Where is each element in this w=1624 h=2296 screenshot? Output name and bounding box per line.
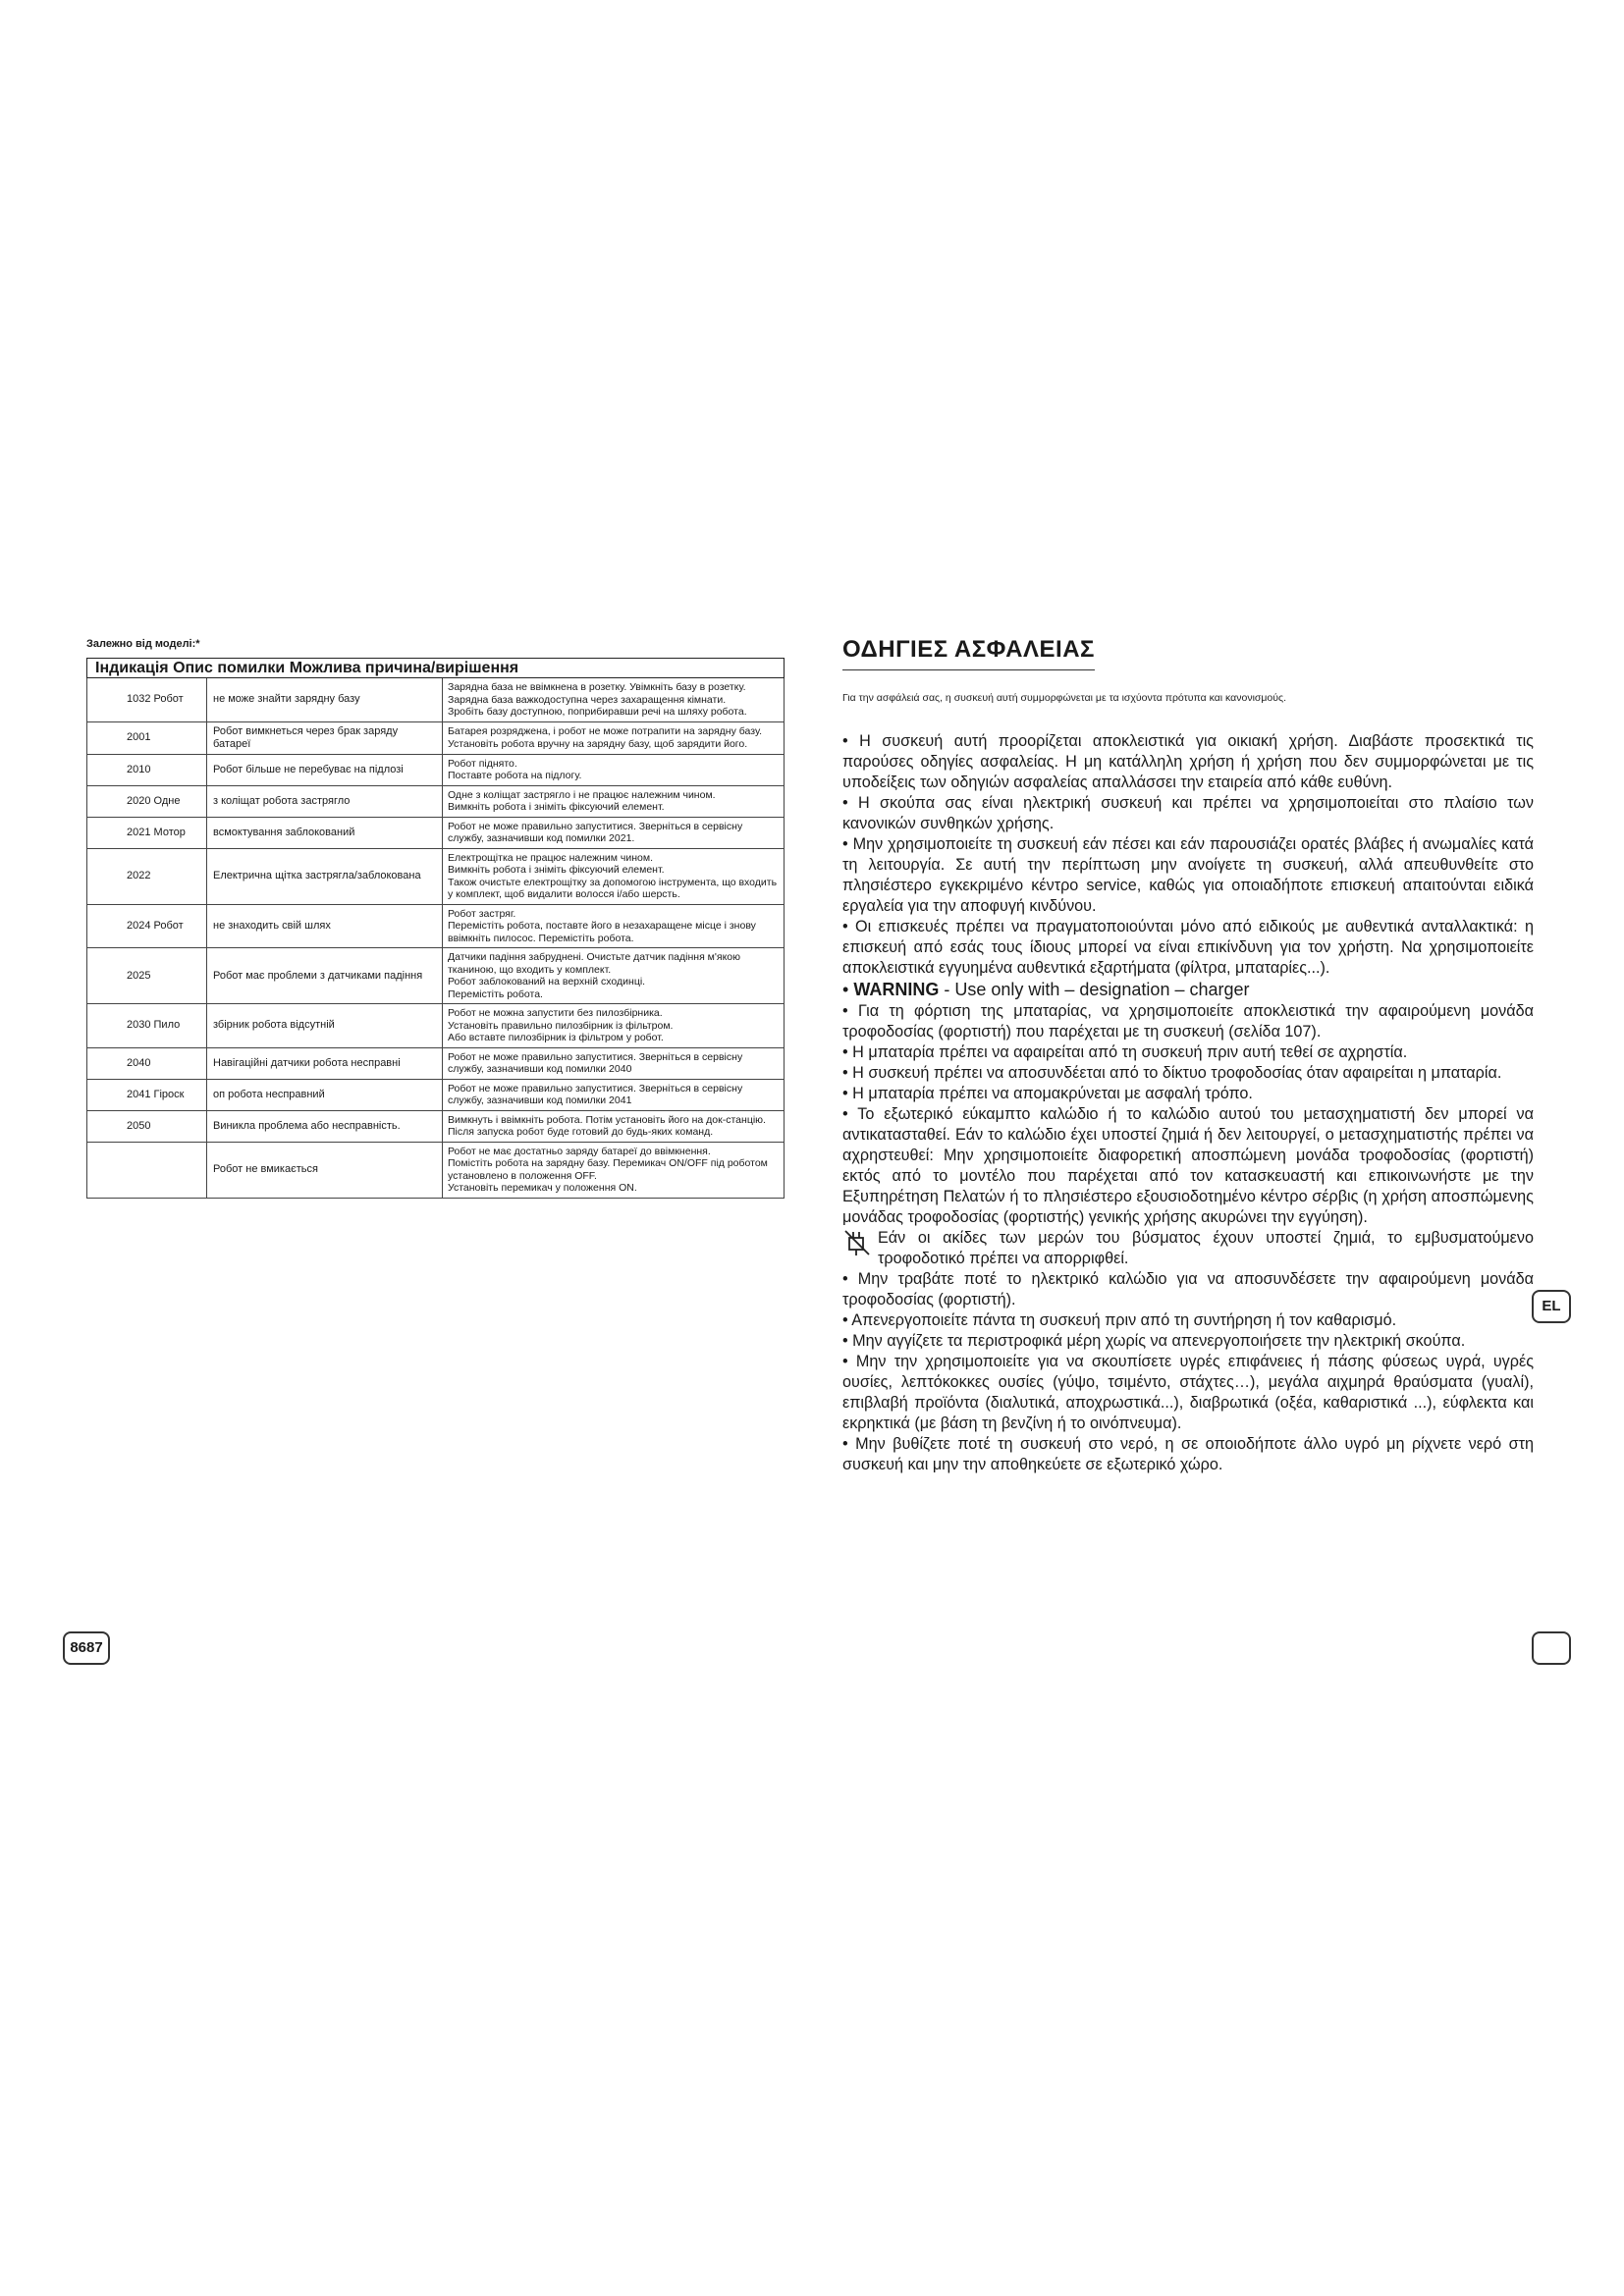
warning-label: WARNING xyxy=(853,980,940,999)
error-code: 2021 Мотор xyxy=(87,817,207,848)
solution-line: Перемістіть робота. xyxy=(448,988,543,1000)
solution-line: Робот піднято. xyxy=(448,757,517,770)
solution-line: Зарядна база важкодоступна через захаращення кімнати. xyxy=(448,693,727,706)
paragraph-10: Εάν οι ακίδες των μερών του βύσματος έχουν υποστεί ζημιά, το εμβυσματούμενο τροφοδοτικό πρέπει να απορριφθεί. xyxy=(878,1229,1534,1267)
solution-line: Робот не має достатньо заряду батареї до ввімкнення. xyxy=(448,1145,711,1157)
table-row xyxy=(87,754,785,785)
error-description: Електрична щітка застрягла/заблокована xyxy=(207,848,443,904)
table-row xyxy=(87,817,785,848)
table-row xyxy=(87,721,785,754)
error-table-header xyxy=(87,659,785,678)
paragraph-1: • Η συσκευή αυτή προορίζεται αποκλειστικά για οικιακή χρήση. Διαβάστε προσεκτικά τις παρούσες οδηγίες ασφαλείας. Η μη κατάλληλη χρήση ή χρήση που δεν συμμορφώνεται με τις υποδείξεις των οδηγιών ασφαλείας απαλλάσσει την εταιρεία από κάθε ευθύνη. xyxy=(842,732,1534,791)
solution-line: Електрощітка не працює належним чином. xyxy=(448,851,654,864)
paragraph-6: • Η μπαταρία πρέπει να αφαιρείται από τη συσκευή πριν αυτή τεθεί σε αχρηστία. xyxy=(842,1043,1408,1061)
table-row xyxy=(87,1079,785,1110)
table-row xyxy=(87,1110,785,1142)
table-row xyxy=(87,1047,785,1079)
plug-damage-icon xyxy=(842,1228,872,1257)
error-description: оп робота несправний xyxy=(207,1079,443,1110)
error-solution xyxy=(443,721,785,754)
paragraph-13: • Μην αγγίζετε τα περιστροφικά μέρη χωρίς να απενεργοποιήσετε την ηλεκτρική σκούπα. xyxy=(842,1332,1466,1350)
solution-line: Вимкніть робота і зніміть фіксуючий елемент. xyxy=(448,864,665,876)
left-page xyxy=(86,638,784,1199)
error-code: 1032 Робот xyxy=(87,678,207,722)
solution-line: Робот не може правильно запуститися. Зверніться в сервісну службу, зазначивши код помилки 2041 xyxy=(448,1082,743,1106)
paragraph-7: • Η συσκευή πρέπει να αποσυνδέεται από το δίκτυο τροφοδοσίας όταν αφαιρείται η μπαταρία. xyxy=(842,1064,1502,1082)
error-description: Виникла проблема або несправність. xyxy=(207,1110,443,1142)
intro-text: Για την ασφάλειά σας, η συσκευή αυτή συμμορφώνεται με τα ισχύοντα πρότυπα και κανονισμούς. xyxy=(842,692,1286,704)
solution-line: Робот заблокований на верхній сходинці. xyxy=(448,976,646,988)
error-solution xyxy=(443,754,785,785)
solution-line: Або вставте пилозбірник із фільтром у робот. xyxy=(448,1032,664,1043)
solution-line: Робот не можна запустити без пилозбірника. xyxy=(448,1007,663,1019)
error-solution xyxy=(443,1110,785,1142)
error-solution xyxy=(443,785,785,817)
solution-line: Робот не може правильно запуститися. Зверніться в сервісну службу, зазначивши код помилки 2021. xyxy=(448,820,743,844)
plug-warning-row xyxy=(842,1228,1534,1269)
error-table xyxy=(86,658,785,1199)
error-description: не може знайти зарядну базу xyxy=(207,678,443,722)
error-description: всмоктування заблокований xyxy=(207,817,443,848)
error-description: Навігаційні датчики робота несправні xyxy=(207,1047,443,1079)
solution-line: Перемістіть робота, поставте його в незахаращене місце і знову ввімкніть пилосос. Перемістіть робота. xyxy=(448,920,756,944)
table-row xyxy=(87,1142,785,1198)
error-solution xyxy=(443,817,785,848)
error-solution xyxy=(443,678,785,722)
error-code: 2040 xyxy=(87,1047,207,1079)
table-row xyxy=(87,848,785,904)
error-description: Робот має проблеми з датчиками падіння xyxy=(207,948,443,1004)
paragraph-5: • Για τη φόρτιση της μπαταρίας, να χρησιμοποιείτε αποκλειστικά την αφαιρούμενη μονάδα τροφοδοσίας (φορτιστή) που παρέχεται με τη συσκευή (σελίδα 107). xyxy=(842,1002,1534,1041)
error-description: Робот більше не перебуває на підлозі xyxy=(207,754,443,785)
page-number-right xyxy=(1532,1631,1571,1665)
table-row xyxy=(87,948,785,1004)
paragraph-14: • Μην την χρησιμοποιείτε για να σκουπίσετε υγρές επιφάνειες ή πάσης φύσεως υγρά, υγρές ουσίες, λεπτόκοκκες ουσίες (γύψο, τσιμέντο, στάχτες…), μεγάλα αιχμηρά θραύσματα (γυαλί), επιβλαβή προϊόντα (διαλυτικά, αποχρωστικά...), διαβρωτικά (οξέα, καθαριστικά ...), εύφλεκτα και εκρηκτικά (με βάση τη βενζίνη ή το οινόπνευμα). xyxy=(842,1353,1534,1432)
error-code: 2020 Одне xyxy=(87,785,207,817)
warning-text: - Use only with – designation – charger xyxy=(939,980,1250,999)
warning-bullet: • xyxy=(842,980,849,999)
error-description: з коліщат робота застрягло xyxy=(207,785,443,817)
error-solution xyxy=(443,1004,785,1048)
error-code: 2041 Гіроск xyxy=(87,1079,207,1110)
section-title: ΟΔΗΓΙΕΣ ΑΣΦΑΛΕΙΑΣ xyxy=(842,636,1095,670)
error-code: 2022 xyxy=(87,848,207,904)
error-description: не знаходить свій шлях xyxy=(207,904,443,948)
error-code: 2050 xyxy=(87,1110,207,1142)
paragraph-15: • Μην βυθίζετε ποτέ τη συσκευή στο νερό, η σε οποιοδήποτε άλλο υγρό μη ρίχνετε νερό στη συσκευή και μην την αποθηκεύετε σε εξωτερικό χώρο. xyxy=(842,1435,1534,1473)
paragraph-4: • Οι επισκευές πρέπει να πραγματοποιούνται μόνο από ειδικούς με αυθεντικά ανταλλακτικά: η επισκευή από εσάς τους ίδιους μπορεί να είναι επικίνδυνη για τον χρήστη. Να χρησιμοποιείτε αποκλειστικά εγγυημένα αυθεντικά εξαρτήματα (φίλτρα, μπαταρίες...). xyxy=(842,918,1534,977)
error-solution xyxy=(443,948,785,1004)
table-row xyxy=(87,904,785,948)
table-row xyxy=(87,678,785,722)
error-code: 2024 Робот xyxy=(87,904,207,948)
error-solution xyxy=(443,848,785,904)
error-solution xyxy=(443,1047,785,1079)
solution-line: Установіть правильно пилозбірник із фільтром. xyxy=(448,1019,674,1032)
table-row xyxy=(87,785,785,817)
paragraph-11: • Μην τραβάτε ποτέ το ηλεκτρικό καλώδιο για να αποσυνδέσετε την αφαιρούμενη μονάδα τροφοδοσίας (φορτιστή). xyxy=(842,1270,1534,1308)
paragraph-8: • Η μπαταρία πρέπει να απομακρύνεται με ασφαλή τρόπο. xyxy=(842,1085,1253,1102)
solution-line: Робот не може правильно запуститися. Зверніться в сервісну службу, зазначивши код помилки 2040 xyxy=(448,1050,743,1075)
error-rows xyxy=(87,678,785,1199)
error-code xyxy=(87,1142,207,1198)
error-code: 2025 xyxy=(87,948,207,1004)
solution-line: Поставте робота на підлогу. xyxy=(448,770,582,781)
error-code: 2010 xyxy=(87,754,207,785)
solution-line: Помістіть робота на зарядну базу. Перемикач ON/OFF під роботом установлено в положення OFF. xyxy=(448,1157,768,1182)
error-description: Робот не вмикається xyxy=(207,1142,443,1198)
solution-line: Одне з коліщат застрягло і не працює належним чином. xyxy=(448,788,716,801)
error-solution xyxy=(443,904,785,948)
error-code: 2030 Пило xyxy=(87,1004,207,1048)
solution-line: Датчики падіння забруднені. Очистьте датчик падіння м'якою тканиною, що входить у комплект. xyxy=(448,951,741,976)
paragraph-3: • Μην χρησιμοποιείτε τη συσκευή εάν πέσει και εάν παρουσιάζει ορατές βλάβες ή ανωμαλίες κατά τη λειτουργία. Σε αυτή την περίπτωση μην ανοίγετε τη συσκευή, αλλά απευθυνθείτε στο πλησιέστερο εγκεκριμένο κέντρο service, καθώς για οποιαδήποτε επισκευή απαιτούνται ειδικά εργαλεία για την αποφυγή κινδύνου. xyxy=(842,835,1534,915)
error-description: Робот вимкнеться через брак заряду батареї xyxy=(207,721,443,754)
warning-line xyxy=(842,979,1534,1001)
solution-line: Батарея розряджена, і робот не може потрапити на зарядну базу. Установіть робота вручну на зарядну базу, щоб зарядити його. xyxy=(448,725,763,750)
paragraph-9: • Το εξωτερικό εύκαμπτο καλώδιο ή το καλώδιο αυτού του μετασχηματιστή δεν μπορεί να αντικατασταθεί. Εάν το καλώδιο έχει υποστεί ζημιά ή δεν λειτουργεί, ο μετασχηματιστής πρέπει να αχρηστευθεί: Μην χρησιμοποιείτε διαφορετική αποσπώμενη μονάδα τροφοδοσίας (φορτιστή) εκτός από το μοντέλο που παρέχεται από τον κατασκευαστή και επικοινωνήστε με την Εξυπηρέτηση Πελατών ή το πλησιέστερο εξουσιοδοτημένο κέντρο σέρβις (η χρήση αποσπώμενης μονάδας τροφοδοσίας (φορτιστής) γενικής χρήσης ακυρώνει την εγγύηση). xyxy=(842,1105,1534,1226)
solution-line: Також очистьте електрощітку за допомогою інструмента, що входить у комплект, щоб видалити волосся і/або шерсть. xyxy=(448,876,778,900)
right-page xyxy=(842,636,1534,1475)
table-row xyxy=(87,1004,785,1048)
solution-line: Вимкніть робота і зніміть фіксуючий елемент. xyxy=(448,801,665,813)
model-note: Залежно від моделі:* xyxy=(86,638,200,650)
paragraph-12: • Απενεργοποιείτε πάντα τη συσκευή πριν από τη συντήρηση ή τον καθαρισμό. xyxy=(842,1311,1397,1329)
error-solution xyxy=(443,1079,785,1110)
page-number-left: 8687 xyxy=(63,1631,110,1665)
solution-line: Зробіть базу доступною, поприбиравши речі на шляху робота. xyxy=(448,706,747,718)
solution-line: Установіть перемикач у положення ON. xyxy=(448,1182,637,1194)
error-description: збірник робота відсутній xyxy=(207,1004,443,1048)
solution-line: Зарядна база не ввімкнена в розетку. Увімкніть базу в розетку. xyxy=(448,681,746,693)
language-badge: EL xyxy=(1532,1290,1571,1323)
paragraph-2: • Η σκούπα σας είναι ηλεκτρική συσκευή και πρέπει να χρησιμοποιείται στο πλαίσιο των κανονικών συνθηκών χρήσης. xyxy=(842,794,1534,832)
error-solution xyxy=(443,1142,785,1198)
table-header: Індикація Опис помилки Можлива причина/вирішення xyxy=(87,659,785,678)
error-code: 2001 xyxy=(87,721,207,754)
solution-line: Робот застряг. xyxy=(448,907,516,920)
solution-line: Вимкнуть і ввімкніть робота. Потім установіть його на док-станцію. Після запуска робот буде готовий до будь-яких команд. xyxy=(448,1113,766,1138)
